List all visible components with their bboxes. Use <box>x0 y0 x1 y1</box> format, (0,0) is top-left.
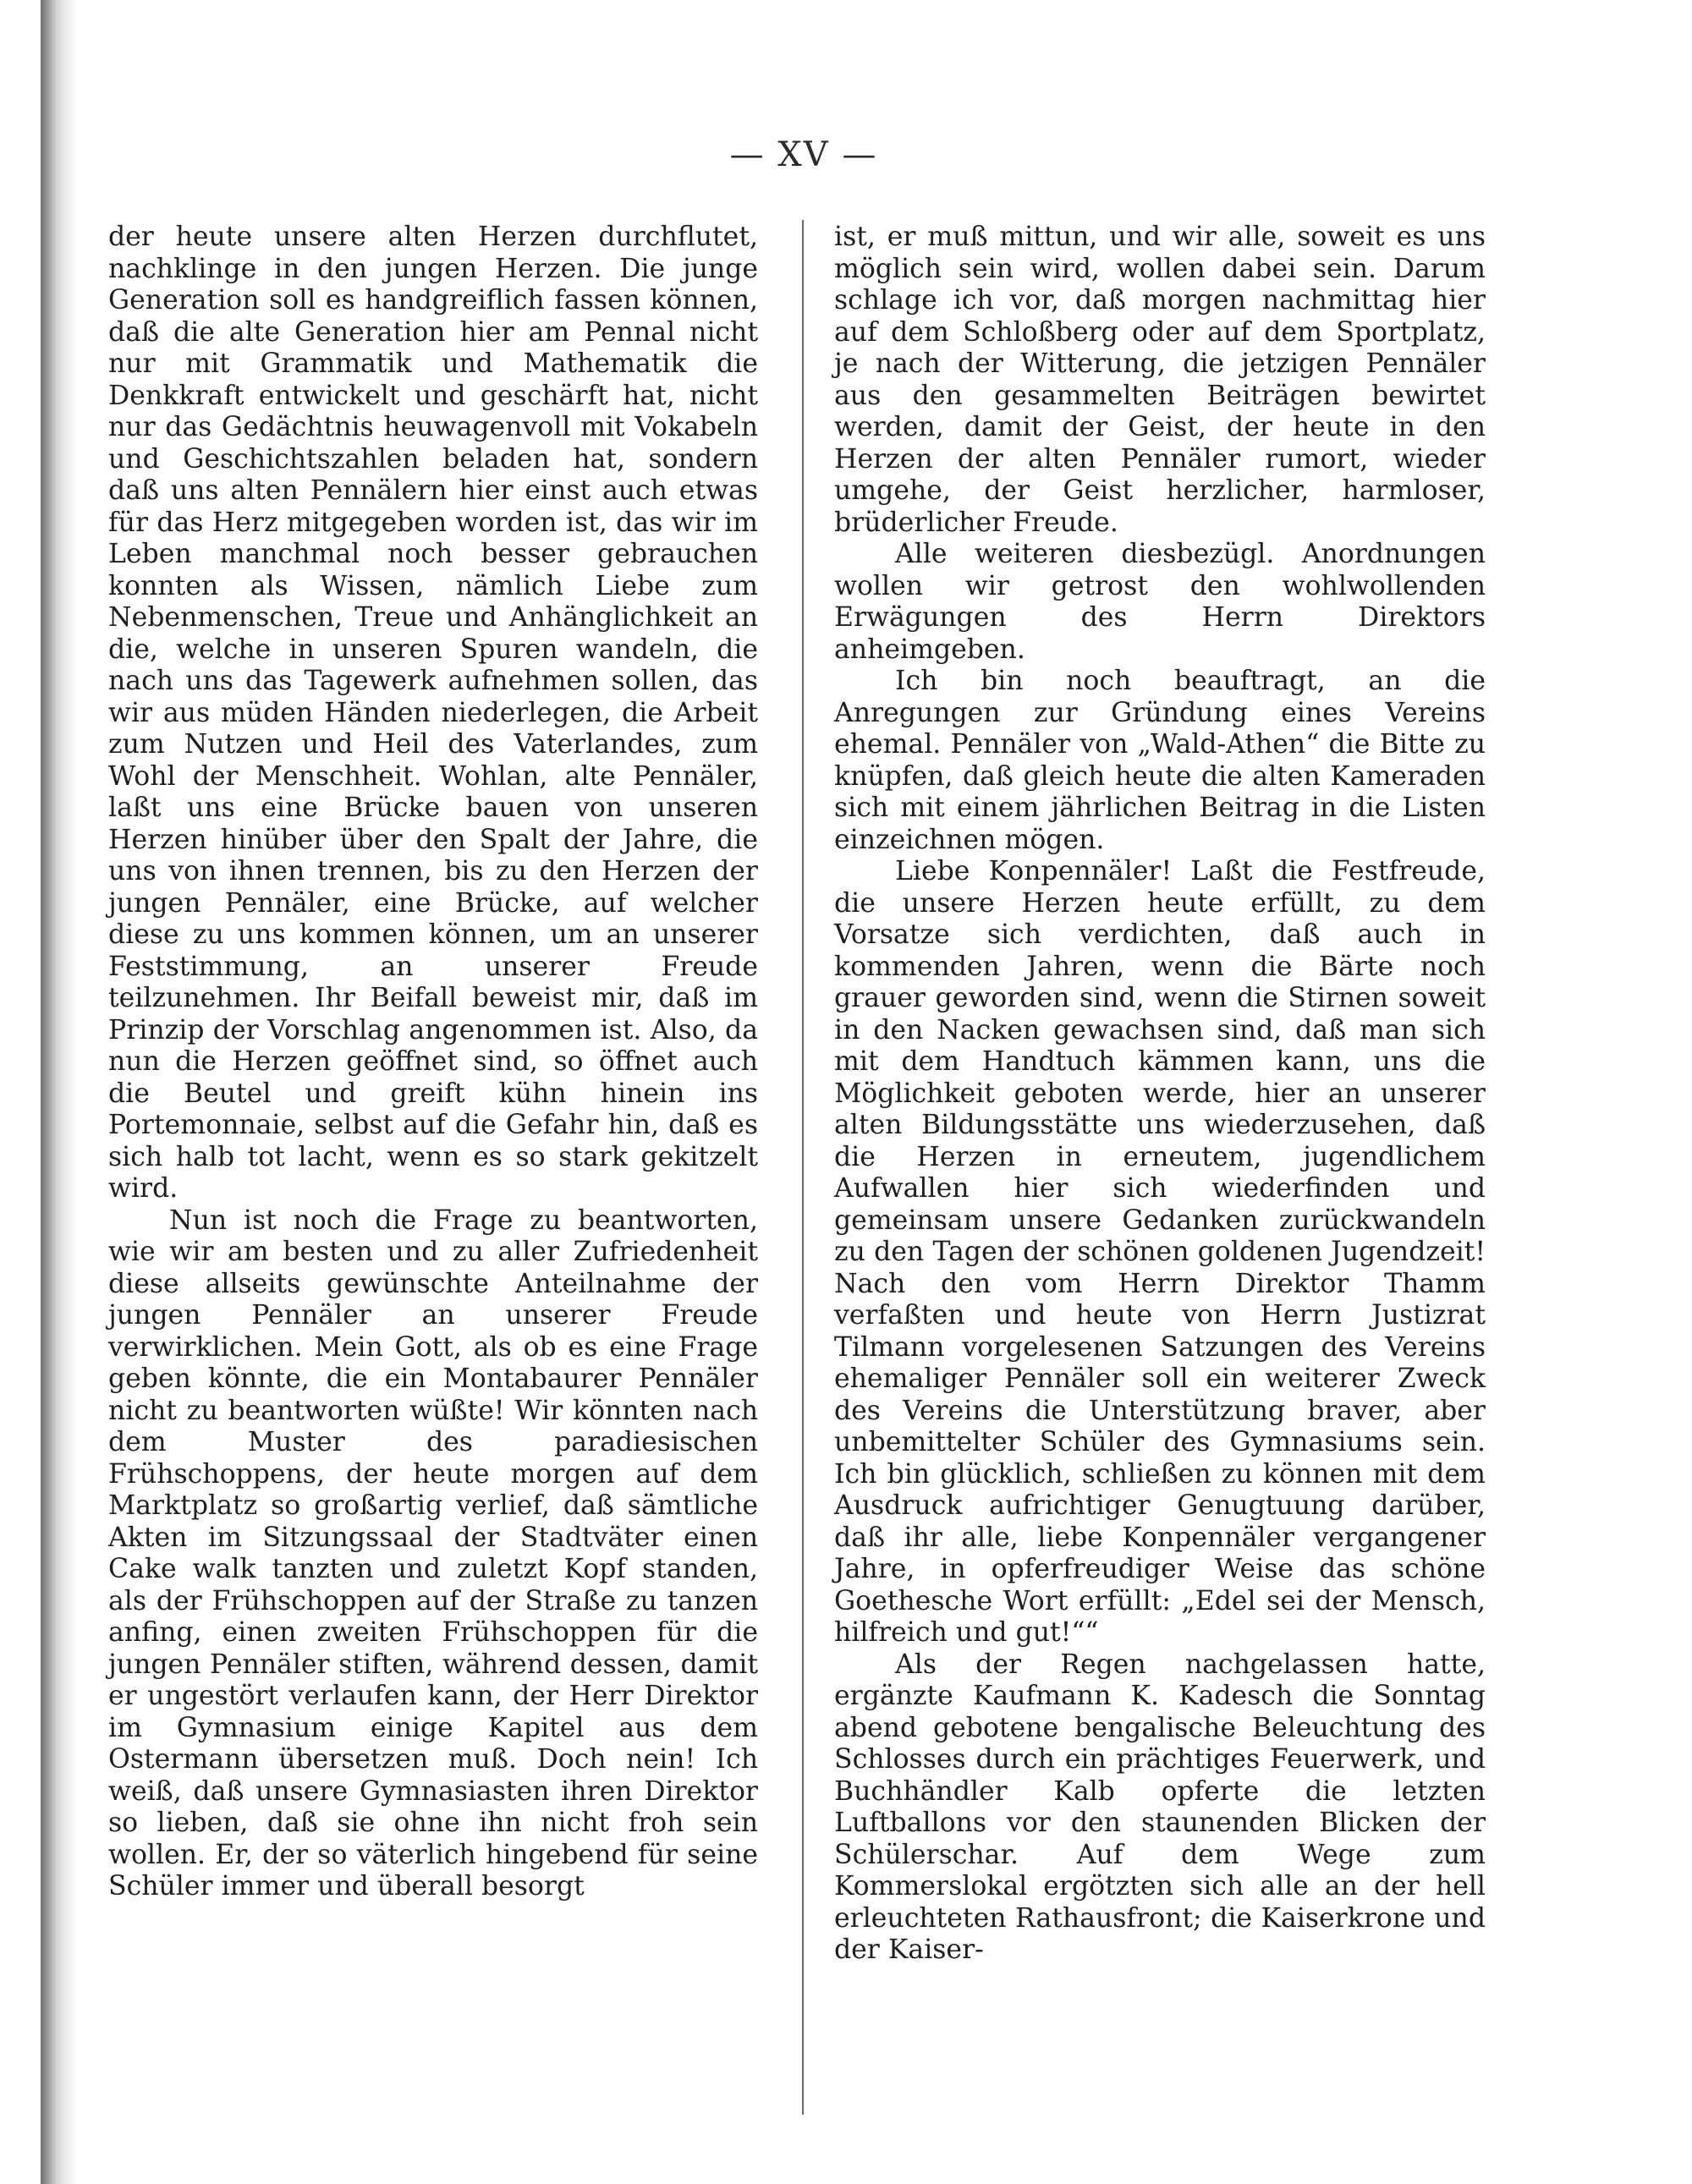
paragraph: ist, er muß mittun, und wir alle, soweit es uns möglich sein wird, wollen dabei sein. Darum schlage ich vor, daß morgen nachmittag hier auf dem Schloßberg oder auf dem Sportplatz, je nach der Witterung, die jetzigen Pennäler aus den gesammelten Beiträgen bewirtet werden, damit der Geist, der heute in den Herzen der alten Pennäler rumort, wieder umgehe, der Geist herzlicher, harmloser, brüderlicher Freude. <box>834 222 1486 538</box>
right-column <box>834 222 1486 1967</box>
paragraph: Ich bin noch beauftragt, an die Anregungen zur Gründung eines Vereins ehemal. Pennäler von „Wald-Athen“ die Bitte zu knüpfen, daß gleich heute die alten Kameraden sich mit einem jährlichen Beitrag in die Listen einzeichnen mögen. <box>834 666 1486 855</box>
paragraph: der heute unsere alten Herzen durchflutet, nachklinge in den jungen Herzen. Die junge Generation soll es handgreiflich fassen können, daß die alte Generation hier am Pennal nicht nur mit Grammatik und Mathematik die Denkkraft entwickelt und geschärft hat, nicht nur das Gedächtnis heuwagenvoll mit Vokabeln und Geschichtszahlen beladen hat, sondern daß uns alten Pennälern hier einst auch etwas für das Herz mitgegeben worden ist, das wir im Leben manchmal noch besser gebrauchen konnten als Wissen, nämlich Liebe zum Nebenmenschen, Treue und Anhänglichkeit an die, welche in unseren Spuren wandeln, die nach uns das Tagewerk aufnehmen sollen, das wir aus müden Händen niederlegen, die Arbeit zum Nutzen und Heil des Vaterlandes, zum Wohl der Menschheit. Wohlan, alte Pennäler, laßt uns eine Brücke bauen von unseren Herzen hinüber über den Spalt der Jahre, die uns von ihnen trennen, bis zu den Herzen der jungen Pennäler, eine Brücke, auf welcher diese zu uns kommen können, um an unserer Feststimmung, an unserer Freude teilzunehmen. Ihr Beifall beweist mir, daß im Prinzip der Vorschlag angenommen ist. Also, da nun die Herzen geöffnet sind, so öffnet auch die Beutel und greift kühn hinein ins Portemonnaie, selbst auf die Gefahr hin, daß es sich halb tot lacht, wenn es so stark gekitzelt wird. <box>108 222 758 1204</box>
paragraph: Als der Regen nachgelassen hatte, ergänzte Kaufmann K. Kadesch die Sonntag abend gebotene bengalische Beleuchtung des Schlosses durch ein prächtiges Feuerwerk, und Buchhändler Kalb opferte die letzten Luftballons vor den staunenden Blicken der Schülerschar. Auf dem Wege zum Kommerslokal ergötzten sich alle an der hell erleuchteten Rathausfront; die Kaiserkrone und der Kaiser- <box>834 1649 1486 1965</box>
column-divider <box>802 220 804 2115</box>
page-number: — XV — <box>729 135 878 174</box>
left-column <box>108 222 758 1903</box>
paragraph: Liebe Konpennäler! Laßt die Festfreude, die unsere Herzen heute erfüllt, zu dem Vorsatze sich verdichten, daß auch in kommenden Jahren, wenn die Bärte noch grauer geworden sind, wenn die Stirnen soweit in den Nacken gewachsen sind, daß man sich mit dem Handtuch kämmen kann, uns die Möglichkeit geboten werde, hier an unserer alten Bildungsstätte uns wiederzusehen, daß die Herzen in erneutem, jugendlichem Aufwallen hier sich wiederfinden und gemeinsam unsere Gedanken zurückwandeln zu den Tagen der schönen goldenen Jugendzeit! Nach den vom Herrn Direktor Thamm verfaßten und heute von Herrn Justizrat Tilmann vorgelesenen Satzungen des Vereins ehemaliger Pennäler soll ein weiterer Zweck des Vereins die Unterstützung braver, aber unbemittelter Schüler des Gymnasiums sein. Ich bin glücklich, schließen zu können mit dem Ausdruck aufrichtiger Genugtuung darüber, daß ihr alle, liebe Konpennäler vergangener Jahre, in opferfreudiger Weise das schöne Goethesche Wort erfüllt: „Edel sei der Mensch, hilfreich und gut!““ <box>834 856 1486 1648</box>
page-binding-edge <box>41 0 80 2184</box>
paragraph: Nun ist noch die Frage zu beantworten, wie wir am besten und zu aller Zufriedenheit diese allseits gewünschte Anteilnahme der jungen Pennäler an unserer Freude verwirklichen. Mein Gott, als ob es eine Frage geben könnte, die ein Montabaurer Pennäler nicht zu beantworten wüßte! Wir könnten nach dem Muster des paradiesischen Frühschoppens, der heute morgen auf dem Marktplatz so großartig verlief, daß sämtliche Akten im Sitzungssaal der Stadtväter einen Cake walk tanzten und zuletzt Kopf standen, als der Frühschoppen auf der Straße zu tanzen anfing, einen zweiten Frühschoppen für die jungen Pennäler stiften, während dessen, damit er ungestört verlaufen kann, der Herr Direktor im Gymnasium einige Kapitel aus dem Ostermann übersetzen muß. Doch nein! Ich weiß, daß unsere Gymnasiasten ihren Direktor so lieben, daß sie ohne ihn nicht froh sein wollen. Er, der so väterlich hingebend für seine Schüler immer und überall besorgt <box>108 1204 758 1901</box>
paragraph: Alle weiteren diesbezügl. Anordnungen wollen wir getrost den wohlwollenden Erwägungen des Herrn Direktors anheimgeben. <box>834 539 1486 665</box>
